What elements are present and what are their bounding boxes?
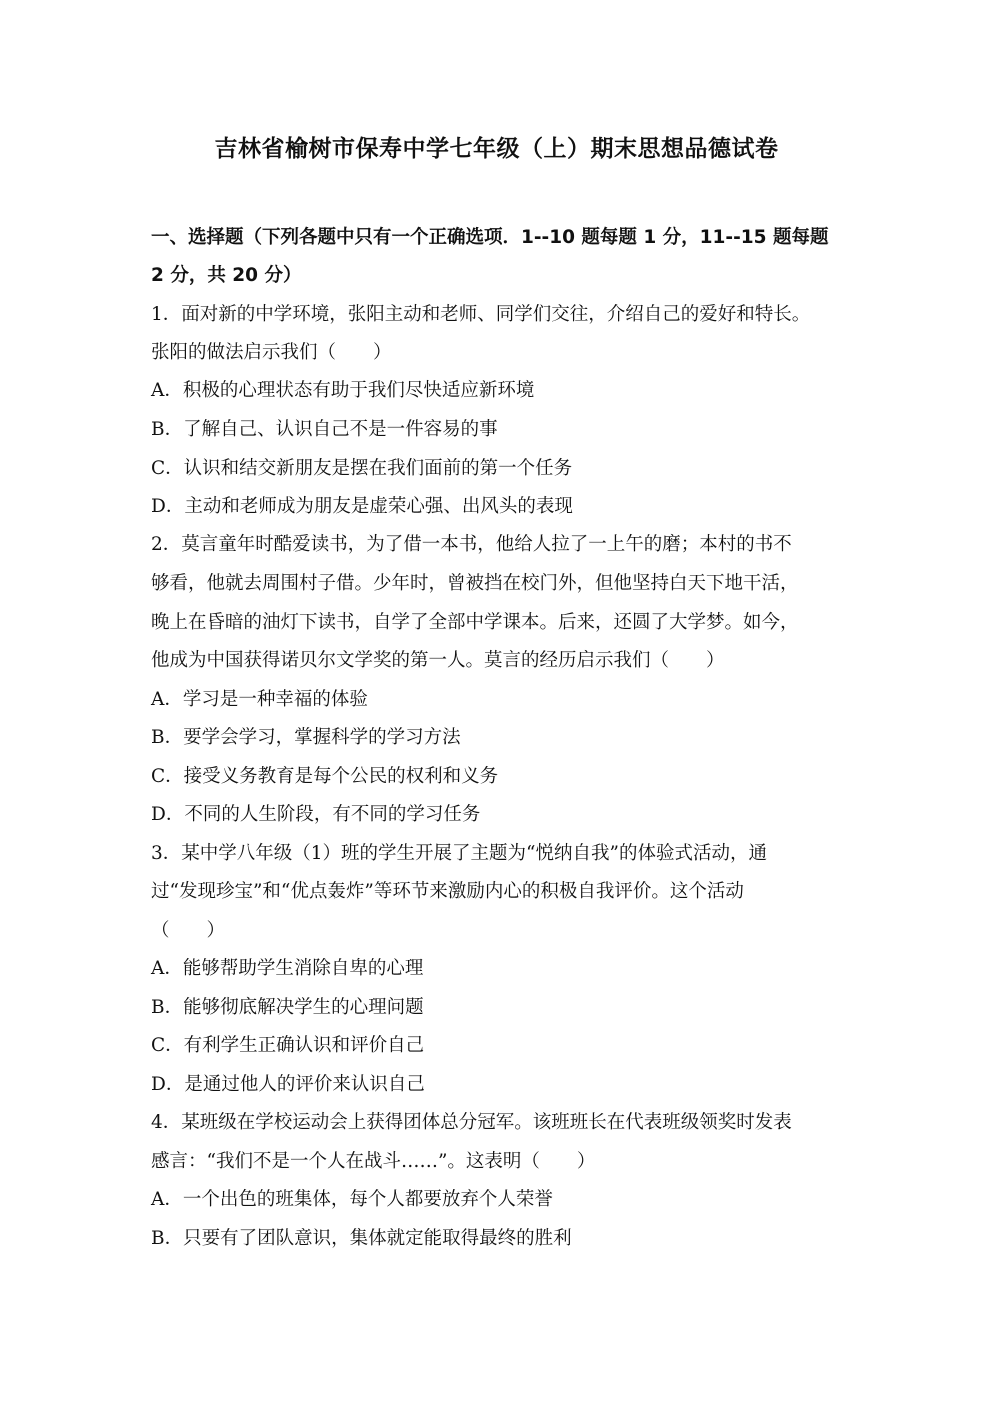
question-3-option-a: A．能够帮助学生消除自卑的心理 xyxy=(151,958,424,979)
question-2-stem-line-2: 够看，他就去周围村子借。少年时，曾被挡在校门外，但他坚持白天下地干活， xyxy=(151,573,799,594)
question-4-stem-line-2: 感言：“我们不是一个人在战斗……”。这表明（ ） xyxy=(151,1151,596,1172)
question-3-option-d: D．是通过他人的评价来认识自己 xyxy=(151,1074,425,1095)
question-1-stem-line-2: 张阳的做法启示我们（ ） xyxy=(151,342,392,363)
question-2-stem-line-1: 2．莫言童年时酷爱读书，为了借一本书，他给人拉了一上午的磨；本村的书不 xyxy=(151,534,792,555)
question-1-option-d: D．主动和老师成为朋友是虚荣心强、出风头的表现 xyxy=(151,496,573,517)
question-2-option-a: A．学习是一种幸福的体验 xyxy=(151,689,368,710)
section-heading-line-2: 2 分，共 20 分） xyxy=(151,265,302,286)
question-1-stem-line-1: 1．面对新的中学环境，张阳主动和老师、同学们交往，介绍自己的爱好和特长。 xyxy=(151,304,811,325)
question-4-option-a: A．一个出色的班集体，每个人都要放弃个人荣誉 xyxy=(151,1189,553,1210)
question-3-stem-line-2: 过“发现珍宝”和“优点轰炸”等环节来激励内心的积极自我评价。这个活动 xyxy=(151,881,744,902)
question-2-option-c: C．接受义务教育是每个公民的权利和义务 xyxy=(151,766,499,787)
section-heading-line-1: 一、选择题（下列各题中只有一个正确选项．1--10 题每题 1 分，11--15 题每题 xyxy=(151,227,829,248)
question-3-option-c: C．有利学生正确认识和评价自己 xyxy=(151,1035,425,1056)
question-1-option-c: C．认识和结交新朋友是摆在我们面前的第一个任务 xyxy=(151,458,573,479)
question-1-option-a: A．积极的心理状态有助于我们尽快适应新环境 xyxy=(151,380,535,401)
question-1-option-b: B．了解自己、认识自己不是一件容易的事 xyxy=(151,419,498,440)
question-3-stem-line-1: 3．某中学八年级（1）班的学生开展了主题为“悦纳自我”的体验式活动，通 xyxy=(151,843,767,864)
question-2-option-d: D．不同的人生阶段，有不同的学习任务 xyxy=(151,804,481,825)
question-3-option-b: B．能够彻底解决学生的心理问题 xyxy=(151,997,424,1018)
question-2-option-b: B．要学会学习，掌握科学的学习方法 xyxy=(151,727,461,748)
question-2-stem-line-3: 晚上在昏暗的油灯下读书，自学了全部中学课本。后来，还圆了大学梦。如今， xyxy=(151,612,799,633)
question-4-stem-line-1: 4．某班级在学校运动会上获得团体总分冠军。该班班长在代表班级领奖时发表 xyxy=(151,1112,792,1133)
question-3-stem-line-3: （ ） xyxy=(151,920,226,941)
question-2-stem-line-4: 他成为中国获得诺贝尔文学奖的第一人。莫言的经历启示我们（ ） xyxy=(151,650,725,671)
page-title: 吉林省榆树市保寿中学七年级（上）期末思想品德试卷 xyxy=(214,136,779,162)
question-4-option-b: B．只要有了团队意识，集体就定能取得最终的胜利 xyxy=(151,1228,572,1249)
